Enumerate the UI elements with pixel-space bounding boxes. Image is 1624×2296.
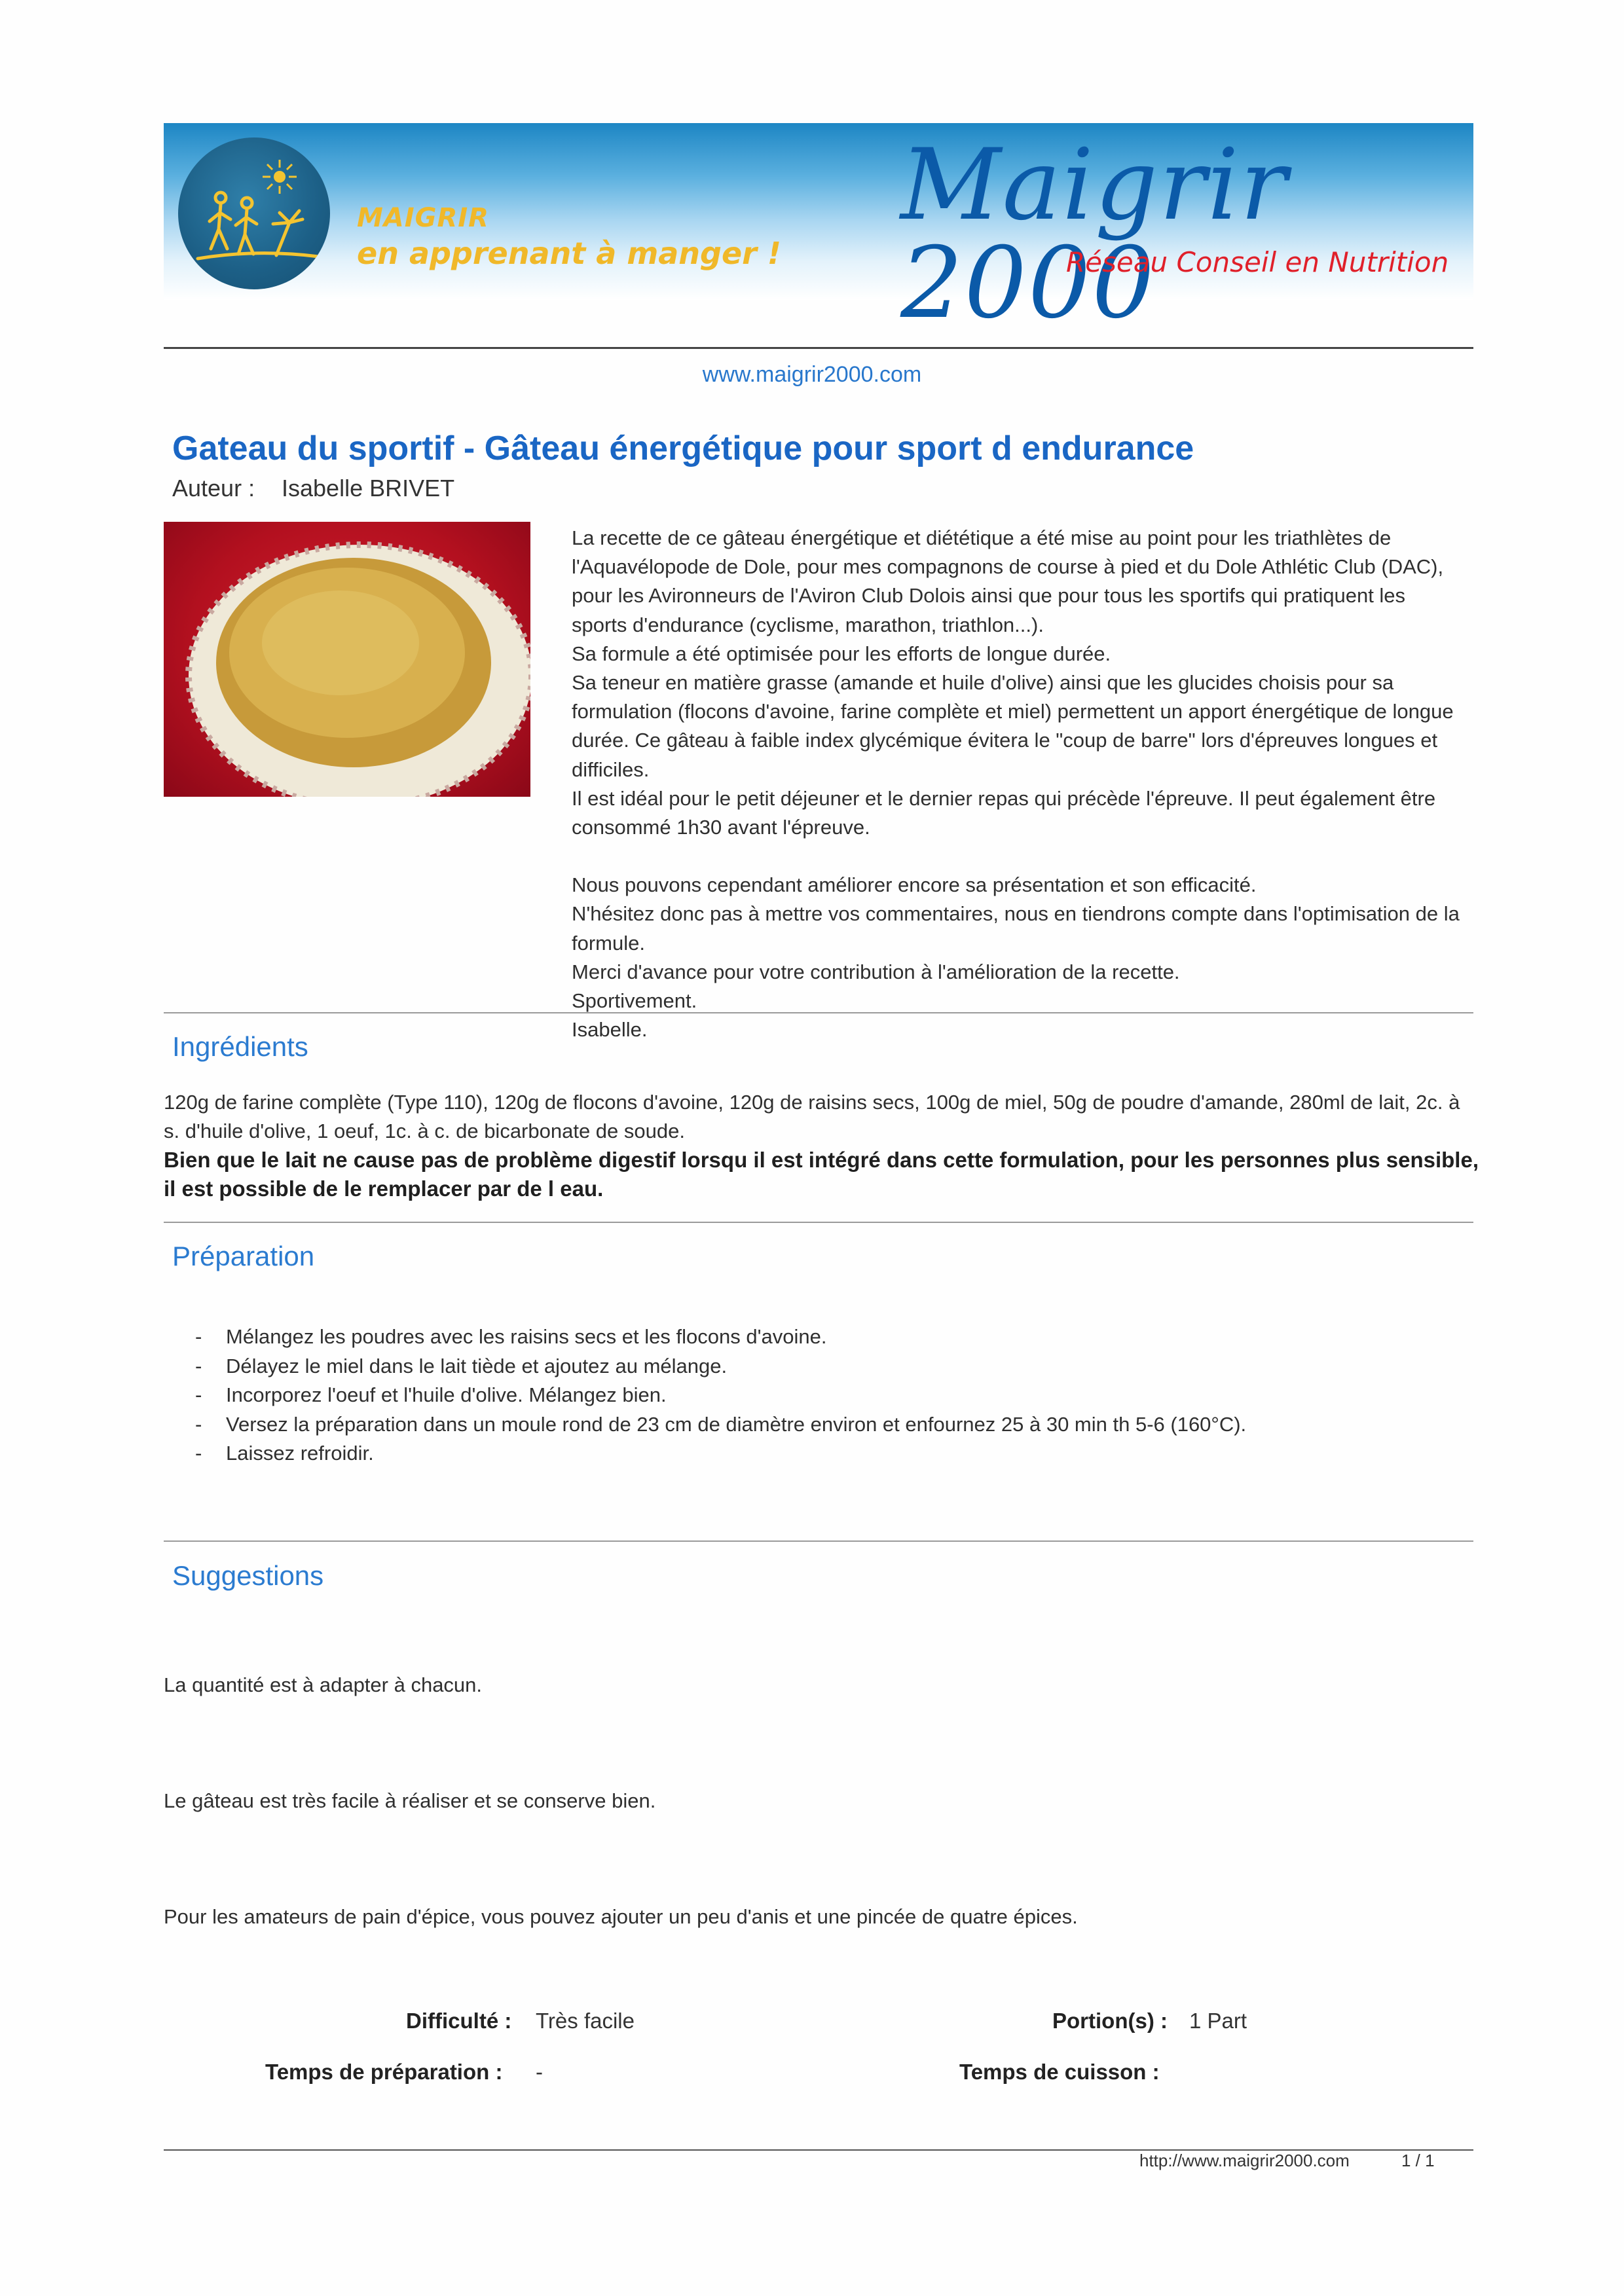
cook-time-label: Temps de cuisson : — [959, 2060, 1160, 2084]
portions-label: Portion(s) : — [1052, 2009, 1168, 2033]
header-divider — [164, 347, 1473, 349]
ingredients-heading: Ingrédients — [172, 1031, 308, 1062]
suggestion-text: Pour les amateurs de pain d'épice, vous pouvez ajouter un peu d'anis et une pincée de quatre épices. — [164, 1905, 1078, 1928]
intro-paragraph: Sa formule a été optimisée pour les efforts de longue durée. — [572, 642, 1111, 665]
brand-subtitle: Réseau Conseil en Nutrition — [1066, 246, 1449, 278]
section-divider — [164, 1222, 1473, 1223]
website-link[interactable]: www.maigrir2000.com — [702, 362, 922, 387]
difficulty-label: Difficulté : — [406, 2009, 512, 2033]
closing-paragraph: Isabelle. — [572, 1018, 648, 1042]
portions-value: 1 Part — [1189, 2009, 1247, 2033]
tagline-brand: MAIGRIR — [357, 203, 489, 233]
preparation-steps — [195, 1322, 1472, 1468]
ingredients-block — [164, 1088, 1480, 1203]
ingredients-list: 120g de farine complète (Type 110), 120g de flocons d'avoine, 120g de raisins secs, 100g de miel, 50g de poudre d'amande, 280ml de lait, 2c. à s. d'huile d'olive, 1 oeuf, 1c. à c. de bicarbonate de soude. — [164, 1091, 1460, 1142]
recipe-intro — [572, 524, 1462, 1044]
author-name: Isabelle BRIVET — [282, 475, 455, 501]
suggestion-text: La quantité est à adapter à chacun. — [164, 1673, 483, 1696]
brand-logo-text: Maigrir 2000 — [900, 128, 1289, 340]
section-divider — [164, 1540, 1473, 1542]
list-item: - Incorporez l'oeuf et l'huile d'olive. Mélangez bien. — [195, 1381, 1472, 1410]
closing-paragraph: Sportivement. — [572, 989, 697, 1013]
list-item: - Versez la préparation dans un moule rond de 23 cm de diamètre environ et enfournez 25 à 30 min th 5-6 (160°C). — [195, 1410, 1472, 1440]
intro-paragraph: Sa teneur en matière grasse (amande et huile d'olive) ainsi que les glucides choisis pour sa formulation (flocons d'avoine, farine complète et miel) permettent un apport énergétique de longue durée. Ce gâteau à faible index glycémique évitera le "coup de barre" lors d'épreuves longues et difficiles. — [572, 671, 1454, 781]
list-item: - Mélangez les poudres avec les raisins secs et les flocons d'avoine. — [195, 1322, 1472, 1352]
prep-time-label: Temps de préparation : — [265, 2060, 503, 2084]
page-title: Gateau du sportif - Gâteau énergétique pour sport d endurance — [172, 429, 1194, 467]
cake-illustration — [164, 522, 530, 797]
header-banner — [164, 123, 1473, 340]
closing-paragraph: N'hésitez donc pas à mettre vos commentaires, nous en tiendrons compte dans l'optimisation de la formule. — [572, 902, 1460, 955]
footer-url[interactable]: http://www.maigrir2000.com — [1139, 2151, 1350, 2170]
author-label: Auteur : — [172, 475, 255, 501]
difficulty-value: Très facile — [536, 2009, 635, 2033]
suggestions-heading: Suggestions — [172, 1560, 324, 1591]
intro-paragraph: Il est idéal pour le petit déjeuner et le dernier repas qui précède l'épreuve. Il peut également être consommé 1h30 avant l'épreuve. — [572, 786, 1436, 839]
logo — [178, 137, 330, 289]
cake-photo — [164, 522, 530, 797]
prep-time-value: - — [536, 2060, 543, 2084]
ingredients-note: Bien que le lait ne cause pas de problème digestif lorsqu il est intégré dans cette formulation, pour les personnes plus sensible, il est possible de le remplacer par de l eau. — [164, 1148, 1479, 1201]
tagline-slogan: en apprenant à manger ! — [357, 236, 781, 271]
section-divider — [164, 1012, 1473, 1013]
closing-paragraph: Nous pouvons cependant améliorer encore sa présentation et son efficacité. — [572, 873, 1257, 897]
preparation-heading: Préparation — [172, 1241, 315, 1271]
runners-icon — [191, 183, 322, 282]
list-item: - Délayez le miel dans le lait tiède et ajoutez au mélange. — [195, 1352, 1472, 1381]
page-number: 1 / 1 — [1401, 2151, 1435, 2170]
list-item: - Laissez refroidir. — [195, 1439, 1472, 1468]
intro-paragraph: La recette de ce gâteau énergétique et diététique a été mise au point pour les triathlètes de l'Aquavélopode de Dole, pour mes compagnons de course à pied et du Dole Athlétic Club (DAC), pour les Avironneurs de l'Aviron Club Dolois ainsi que pour tous les sportifs qui pratiquent les sports d'endurance (cyclisme, marathon, triathlon...). — [572, 526, 1444, 636]
suggestion-text: Le gâteau est très facile à réaliser et se conserve bien. — [164, 1789, 656, 1812]
closing-paragraph: Merci d'avance pour votre contribution à l'amélioration de la recette. — [572, 960, 1180, 983]
